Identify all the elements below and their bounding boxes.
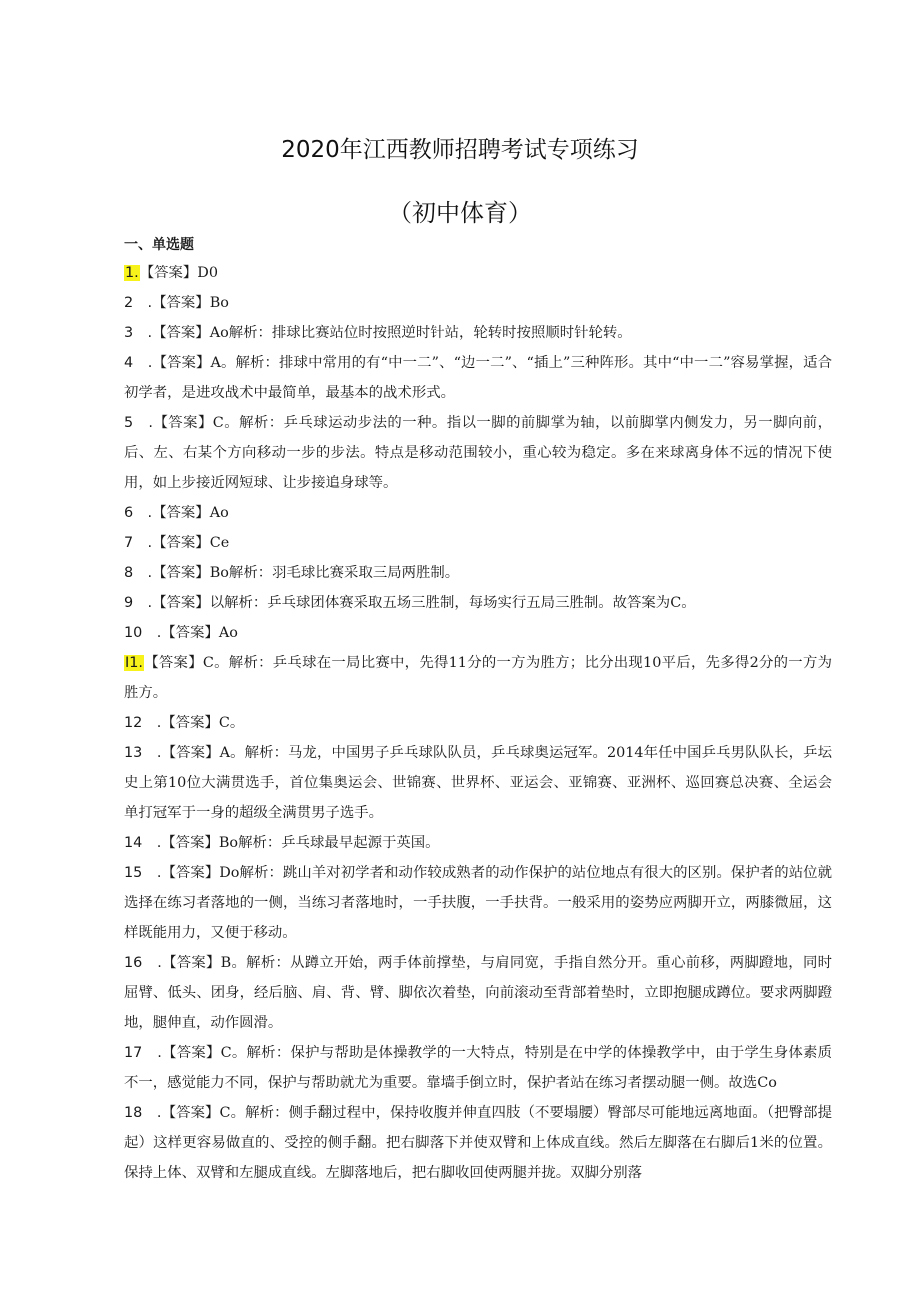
answer-item <box>124 1098 832 1188</box>
answer-item <box>124 648 832 708</box>
document-title: 2020年江西教师招聘考试专项练习 <box>281 137 639 163</box>
answer-number: I1. <box>125 655 143 671</box>
answer-text: 【答案】以解析：乒乓球团体赛采取五场三胜制，每场实行五局三胜制。故答案为C。 <box>152 595 696 611</box>
answer-text: 【答案】C。解析：乒乓球在一局比赛中，先得11分的一方为胜方；比分出现10平后，先多得2分的一方为胜方。 <box>124 655 832 701</box>
answer-text: 【答案】C。解析：乒乓球运动步法的一种。指以一脚的前脚掌为轴，以前脚掌内侧发力，另一脚向前，后、左、右某个方向移动一步的步法。特点是移动范围较小，重心较为稳定。多在来球离身体不远的情况下使用，如上步接近网短球、让步接追身球等。 <box>124 415 833 491</box>
answer-text: 【答案】C。 <box>161 715 245 731</box>
answer-number: 12 . <box>124 715 162 731</box>
answer-text: 【答案】Ao <box>161 625 238 641</box>
answer-text: 【答案】Ao解析：排球比赛站位时按照逆时针站，轮转时按照顺时针轮转。 <box>152 325 632 341</box>
answer-item <box>124 588 832 618</box>
answer-item <box>124 558 832 588</box>
answer-number: 5 . <box>124 415 154 431</box>
answer-item <box>124 828 832 858</box>
answer-number: 17 . <box>124 1045 162 1061</box>
answer-number: 18 . <box>124 1105 162 1121</box>
answer-item <box>124 348 832 408</box>
answer-text: 【答案】Ce <box>152 535 230 551</box>
answer-number: 2 . <box>124 295 153 311</box>
answer-number: 6 . <box>124 505 153 521</box>
answer-item <box>124 318 832 348</box>
answer-item <box>124 408 832 498</box>
answer-number: 16 . <box>124 955 162 971</box>
answer-text: 【答案】C。解析：保护与帮助是体操教学的一大特点，特别是在中学的体操教学中，由于学生身体素质不一，感觉能力不同，保护与帮助就尤为重要。靠墙手倒立时，保护者站在练习者摆动腿一侧。故选Co <box>124 1045 833 1091</box>
answer-number: 1. <box>125 265 139 281</box>
answer-number: 15 . <box>124 865 162 881</box>
answer-text: 【答案】Ao <box>152 505 229 521</box>
section-heading: 一、单选题 <box>124 237 194 253</box>
answer-text: 【答案】A。解析：排球中常用的有“中一二”、“边一二”、“插上”三种阵形。其中“中一二”容易掌握，适合初学者，是进攻战术中最简单，最基本的战术形式。 <box>124 355 832 401</box>
answer-item <box>124 708 832 738</box>
document-subtitle: （初中体育） <box>388 199 532 227</box>
answer-item <box>124 618 832 648</box>
answer-text: 【答案】D0 <box>139 265 218 281</box>
answer-item <box>124 738 832 828</box>
answer-text: 【答案】Bo解析：羽毛球比赛采取三局两胜制。 <box>152 565 460 581</box>
answer-number: 10 . <box>124 625 162 641</box>
answer-text: 【答案】C。解析：侧手翻过程中，保持收腹并伸直四肢（不要塌腰）臀部尽可能地远离地面。（把臀部提起）这样更容易做直的、受控的侧手翻。把右脚落下并使双臂和上体成直线。然后左脚落在右脚后1米的位置。保持上体、双臂和左腿成直线。左脚落地后，把右脚收回使两腿并拢。双脚分别落 <box>124 1105 832 1181</box>
answer-number: 14 . <box>124 835 162 851</box>
answer-number: 3 . <box>124 325 153 341</box>
answer-number: 9 . <box>124 595 153 611</box>
answer-number: 13 . <box>124 745 162 761</box>
answer-item <box>124 948 832 1038</box>
answer-number: 4 . <box>124 355 153 371</box>
answer-item <box>124 288 832 318</box>
answer-item <box>124 528 832 558</box>
answer-list <box>124 258 832 1188</box>
answer-text: 【答案】Bo解析：乒乓球最早起源于英国。 <box>161 835 440 851</box>
answer-item <box>124 1038 832 1098</box>
answer-text: 【答案】A。解析：马龙，中国男子乒乓球队队员，乒乓球奥运冠军。2014年任中国乒乓男队队长，乒坛史上第10位大满贯选手，首位集奥运会、世锦赛、世界杯、亚运会、亚锦赛、亚洲杯、巡回赛总决赛、全运会单打冠军于一身的超级全满贯男子选手。 <box>124 745 832 821</box>
answer-item <box>124 258 832 288</box>
answer-item <box>124 858 832 948</box>
answer-number: 7 . <box>124 535 153 551</box>
answer-text: 【答案】B。解析：从蹲立开始，两手体前撑垫，与肩同宽，手指自然分开。重心前移，两脚蹬地，同时屈臂、低头、团身，经后脑、肩、背、臂、脚依次着垫，向前滚动至背部着垫时，立即抱腿成蹲位。要求两脚蹬地，腿伸直，动作圆滑。 <box>124 955 832 1031</box>
answer-text: 【答案】Bo <box>152 295 229 311</box>
answer-item <box>124 498 832 528</box>
answer-number: 8 . <box>124 565 153 581</box>
answer-text: 【答案】Do解析：跳山羊对初学者和动作较成熟者的动作保护的站位地点有很大的区别。保护者的站位就选择在练习者落地的一侧，当练习者落地时，一手扶腹，一手扶背。一般采用的姿势应两脚开立，两膝微屈，这样既能用力，又便于移动。 <box>124 865 832 941</box>
